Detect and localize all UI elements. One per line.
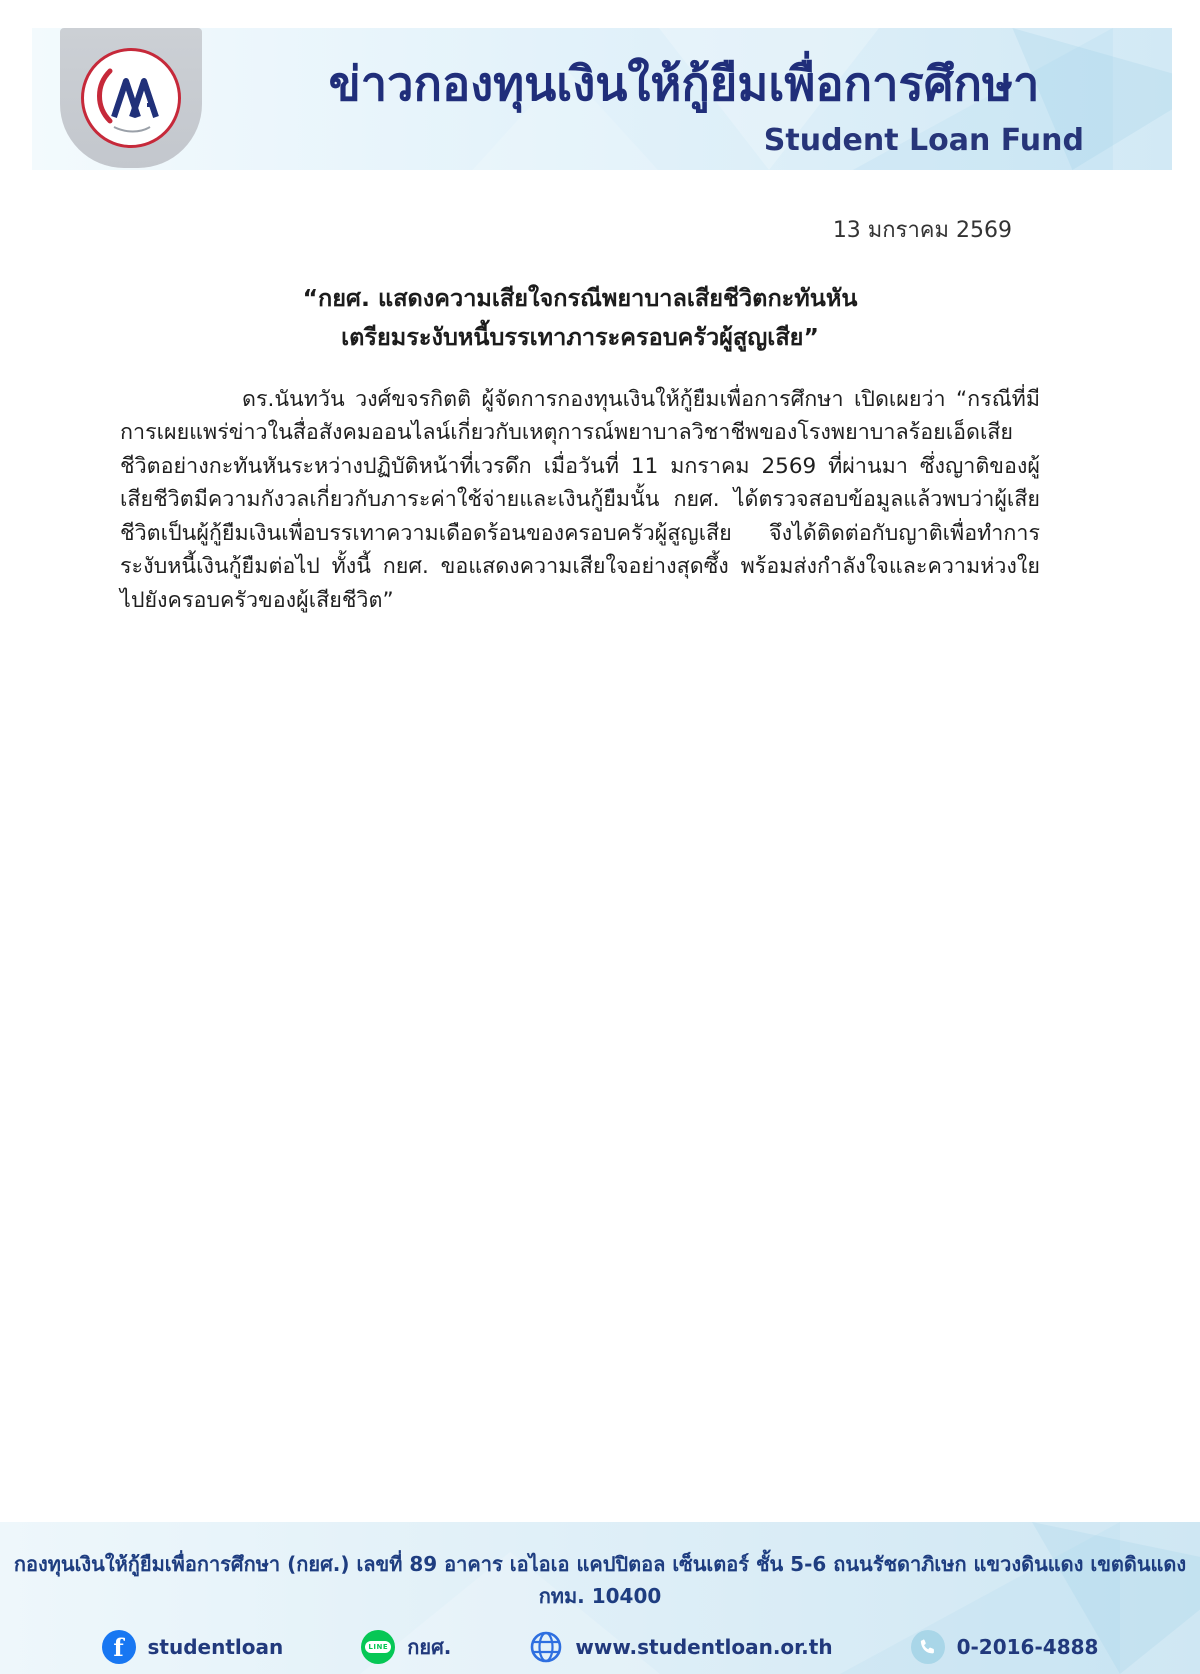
- header-band: [32, 28, 1172, 170]
- footer-contacts-row: [0, 1630, 1200, 1664]
- document-headline: [120, 279, 1040, 357]
- slf-logo-emblem: [81, 48, 181, 148]
- footer-address: กองทุนเงินให้กู้ยืมเพื่อการศึกษา (กยศ.) เลขที่ 89 อาคาร เอไอเอ แคปปิตอล เซ็นเตอร์ ชั้น 5-6 ถนนรัชดาภิเษก แขวงดินแดง เขตดินแดง กทม. 10400: [13, 1552, 1187, 1608]
- contact-facebook: [102, 1630, 284, 1664]
- document-body-paragraph: ดร.นันทวัน วงศ์ขจรกิตติ ผู้จัดการกองทุนเงินให้กู้ยืมเพื่อการศึกษา เปิดเผยว่า “กรณีที่มีการเผยแพร่ข่าวในสื่อสังคมออนไลน์เกี่ยวกับเหตุการณ์พยาบาลวิชาชีพของโรงพยาบาลร้อยเอ็ดเสียชีวิตอย่างกะทันหันระหว่างปฏิบัติหน้าที่เวรดึก เมื่อวันที่ 11 มกราคม 2569 ที่ผ่านมา ซึ่งญาติของผู้เสียชีวิตมีความกังวลเกี่ยวกับภาระค่าใช้จ่ายและเงินกู้ยืมนั้น กยศ. ได้ตรวจสอบข้อมูลแล้วพบว่าผู้เสียชีวิตเป็นผู้กู้ยืมเงินเพื่อบรรเทาความเดือดร้อนของครอบครัวผู้สูญเสีย จึงได้ติดต่อกับญาติเพื่อทำการระงับหนี้เงินกู้ยืมต่อไป ทั้งนี้ กยศ. ขอแสดงความเสียใจอย่างสุดซึ้ง พร้อมส่งกำลังใจและความห่วงใยไปยังครอบครัวของผู้เสียชีวิต”: [120, 386, 1040, 613]
- header-subtitle-en: Student Loan Fund: [763, 123, 1084, 158]
- line-icon: [361, 1630, 395, 1664]
- facebook-icon: f: [102, 1630, 136, 1664]
- document-date: 13 มกราคม 2569: [832, 218, 1012, 243]
- slf-logo-icon: [88, 55, 174, 141]
- phone-icon: [911, 1630, 945, 1664]
- header-text-block: [232, 28, 1136, 170]
- slf-logo-shield: [60, 28, 202, 168]
- contact-line: [361, 1630, 451, 1664]
- contact-phone: [911, 1630, 1099, 1664]
- footer-band: [0, 1522, 1200, 1674]
- contact-phone-label: 0-2016-4888: [956, 1635, 1099, 1659]
- document-content: [120, 170, 1040, 617]
- globe-icon: [529, 1630, 563, 1664]
- headline-line-1: “กยศ. แสดงความเสียใจกรณีพยาบาลเสียชีวิตกะทันหัน: [302, 284, 858, 312]
- header-title-thai: ข่าวกองทุนเงินให้กู้ยืมเพื่อการศึกษา: [328, 57, 1040, 112]
- headline-line-2: เตรียมระงับหนี้บรรเทาภาระครอบครัวผู้สูญเสีย”: [341, 322, 819, 351]
- contact-line-label: กยศ.: [407, 1635, 452, 1659]
- contact-website: [529, 1630, 832, 1664]
- line-bubble-glyph: LINE: [365, 1641, 391, 1653]
- contact-facebook-label: studentloan: [147, 1635, 284, 1659]
- contact-website-label: www.studentloan.or.th: [575, 1635, 833, 1659]
